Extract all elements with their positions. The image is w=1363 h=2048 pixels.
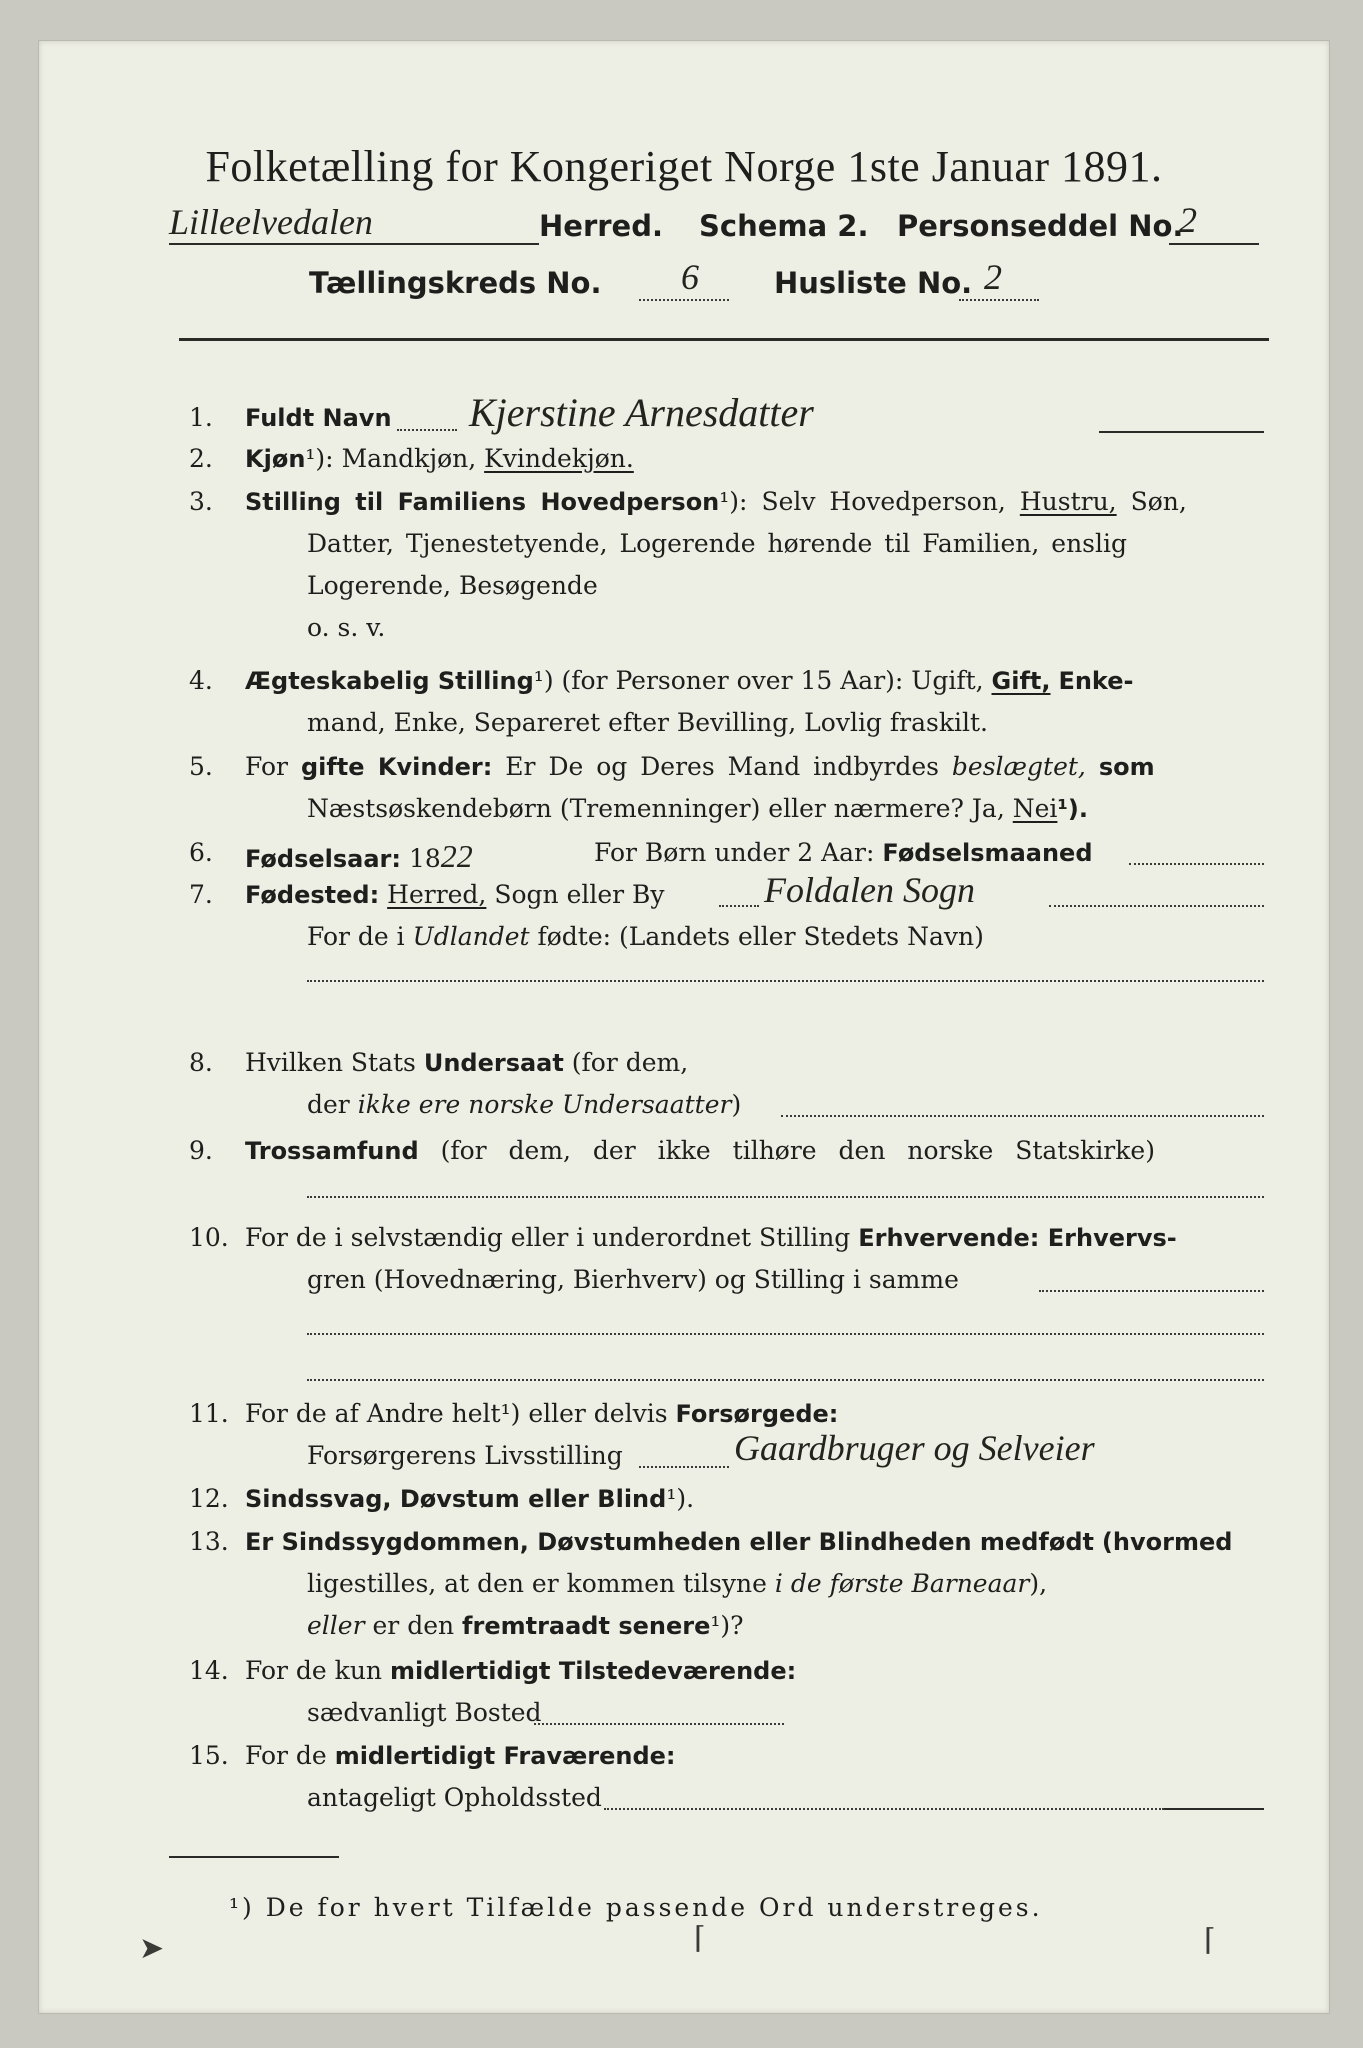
q3-label: Stilling til Familiens Hovedperson — [245, 488, 720, 516]
q7-text: Sogn eller By — [494, 880, 665, 909]
q7-dots-b — [1049, 905, 1264, 907]
q12-number: 12. — [189, 1484, 229, 1513]
q1-number: 1. — [189, 403, 213, 432]
q2-option-kvindekjon-underlined: Kvindekjøn. — [484, 444, 634, 473]
q6-prefix: 18 — [408, 844, 441, 873]
q3-option-son: Søn, — [1130, 487, 1187, 516]
q10-label: Erhvervende: Erhvervs- — [858, 1224, 1177, 1252]
q8-text-a: Hvilken Stats — [245, 1048, 416, 1077]
q11-provider-handwritten: Gaardbruger og Selveier — [734, 1428, 1095, 1468]
q8-number: 8. — [189, 1048, 213, 1077]
q4-option-gift-underlined: Gift, — [991, 667, 1051, 695]
q2-label: Kjøn — [245, 445, 306, 473]
q3-sup: ¹): — [719, 487, 748, 516]
herred-underline — [169, 243, 539, 245]
q10-blank-line-2 — [307, 1379, 1264, 1381]
registration-mark-center: ⌈ — [694, 1921, 706, 1956]
schema-label: Schema 2. — [699, 209, 869, 243]
q14-line2: sædvanligt Bosted — [307, 1698, 542, 1727]
q3-line3: Logerende, Besøgende — [307, 571, 598, 600]
q10-number: 10. — [189, 1223, 229, 1252]
q4-text: (for Personer over 15 Aar): Ugift, — [561, 666, 984, 695]
q1-label: Fuldt Navn — [245, 404, 392, 432]
q6-label: Fødselsaar: — [245, 845, 401, 873]
q5-text: Er De og Deres Mand indbyrdes — [505, 752, 939, 781]
q15-line2: antageligt Opholdssted — [307, 1783, 602, 1812]
q5-line2-end: ¹). — [1057, 795, 1089, 823]
kreds-dots — [639, 299, 729, 301]
q7-label: Fødested: — [245, 881, 380, 909]
q3-option-selv: Selv Hovedperson, — [761, 487, 1006, 516]
q4-sup: ¹) — [533, 666, 554, 695]
q4-number: 4. — [189, 666, 213, 695]
footnote-rule — [169, 1856, 339, 1858]
q10-text: For de i selvstændig eller i underordnet Stilling — [245, 1223, 851, 1252]
q7-line2-b: fødte: (Landets eller Stedets Navn) — [537, 922, 984, 951]
husliste-number: 2 — [984, 257, 1002, 297]
personseddel-label: Personseddel No. — [897, 209, 1184, 243]
q4-label: Ægteskabelig Stilling — [245, 667, 534, 695]
header-rule — [179, 338, 1269, 341]
q8-label: Undersaat — [423, 1049, 564, 1077]
q14-text: For de kun — [245, 1656, 383, 1685]
q5-option-nei-underlined: Nei — [1012, 794, 1058, 823]
q6-number: 6. — [189, 838, 213, 867]
q2-number: 2. — [189, 444, 213, 473]
husliste-label: Husliste No. — [774, 266, 973, 300]
q7-line2-italic: Udlandet — [412, 922, 530, 951]
q12-label: Sindssvag, Døvstum eller Blind — [245, 1485, 667, 1513]
q14-number: 14. — [189, 1656, 229, 1685]
personseddel-underline — [1169, 243, 1259, 245]
q5-number: 5. — [189, 752, 213, 781]
q11-text-a: For de af Andre helt — [245, 1399, 501, 1428]
q9-number: 9. — [189, 1136, 213, 1165]
q7-line2-a: For de i — [307, 922, 405, 951]
q5-end: som — [1098, 753, 1155, 781]
q6-label2: Fødselsmaaned — [882, 839, 1093, 867]
q15-text: For de — [245, 1741, 327, 1770]
q1-name-handwritten: Kjerstine Arnesdatter — [469, 390, 814, 435]
herred-label: Herred. — [539, 209, 663, 243]
q3-line4: o. s. v. — [307, 613, 386, 642]
q13-line3-a: er den — [372, 1611, 455, 1640]
q1-line — [1099, 431, 1264, 433]
q15-number: 15. — [189, 1741, 229, 1770]
husliste-dots — [959, 299, 1039, 301]
q8-dots — [781, 1115, 1264, 1117]
q8-line2-b: ) — [731, 1090, 742, 1119]
q3-number: 3. — [189, 487, 213, 516]
q13-end: (hvormed — [1101, 1528, 1233, 1556]
q12-end: ¹). — [666, 1484, 695, 1513]
census-form-page — [38, 40, 1330, 2014]
q4-line2: mand, Enke, Separeret efter Bevilling, Lovlig fraskilt. — [307, 708, 988, 737]
q7-dots-a — [719, 905, 759, 907]
personseddel-number: 2 — [1179, 200, 1197, 240]
q7-number: 7. — [189, 880, 213, 909]
q10-dots — [1039, 1290, 1264, 1292]
registration-mark-left: ➤ — [139, 1931, 165, 1966]
q13-number: 13. — [189, 1527, 229, 1556]
q13-line3-b: fremtraadt senere — [462, 1612, 711, 1640]
q15-label: midlertidigt Fraværende: — [334, 1742, 676, 1770]
taellingskreds-number: 6 — [681, 257, 699, 297]
q13-line2-a: ligestilles, at den er kommen tilsyne — [307, 1569, 767, 1598]
q11-label: Forsørgede: — [675, 1400, 839, 1428]
q11-sup-a: ¹) — [500, 1399, 521, 1428]
q11-number: 11. — [189, 1399, 229, 1428]
q2-option-mandkjon: Mandkjøn, — [341, 444, 477, 473]
q13-line3-end: ¹)? — [710, 1611, 744, 1640]
q5-line2: Næstsøskendebørn (Tremenninger) eller nærmere? Ja, — [307, 794, 1005, 823]
q1-dots — [397, 429, 457, 431]
q7-blank-line — [307, 980, 1264, 982]
q8-line2-a: der — [307, 1090, 350, 1119]
q8-line2-italic: ikke ere norske Undersaatter — [357, 1090, 732, 1119]
q6-year-handwritten: 22 — [440, 838, 473, 874]
q13-label: Er Sindssygdommen, Døvstumheden eller Blindheden medfødt — [245, 1528, 1094, 1556]
q6-text: For Børn under 2 Aar: — [594, 838, 875, 867]
q9-blank-line — [307, 1196, 1264, 1198]
q7-birthplace-handwritten: Foldalen Sogn — [764, 870, 975, 910]
q9-text: (for dem, der ikke tilhøre den norske Statskirke) — [440, 1136, 1155, 1165]
q13-line3-italic: eller — [307, 1611, 365, 1640]
q7-option-herred-underlined: Herred, — [387, 880, 487, 909]
q9-label: Trossamfund — [245, 1137, 419, 1165]
q10-blank-line-1 — [307, 1333, 1264, 1335]
q4-option-enke: Enke- — [1058, 667, 1134, 695]
q10-line2: gren (Hovednæring, Bierhverv) og Stilling i samme — [307, 1265, 959, 1294]
herred-name-handwritten: Lilleelvedalen — [169, 202, 373, 242]
q15-line — [1164, 1808, 1264, 1810]
q14-label: midlertidigt Tilstedeværende: — [389, 1657, 797, 1685]
q2-sup: ¹): — [305, 444, 334, 473]
q11-text-b: eller delvis — [528, 1399, 668, 1428]
taellingskreds-label: Tællingskreds No. — [309, 266, 602, 300]
registration-mark-right: ⌈ — [1204, 1923, 1216, 1958]
q5-label: gifte Kvinder: — [300, 753, 493, 781]
q11-dots — [639, 1466, 729, 1468]
q5-lead: For — [245, 752, 288, 781]
q15-dots — [604, 1808, 1164, 1810]
q6-dots — [1129, 863, 1264, 865]
footnote: ¹) De for hvert Tilfælde passende Ord understreges. — [229, 1893, 1043, 1922]
q3-option-hustru-underlined: Hustru, — [1019, 487, 1117, 516]
form-title: Folketælling for Kongeriget Norge 1ste Januar 1891. — [205, 142, 1163, 191]
q3-line2: Datter, Tjenestetyende, Logerende hørende til Familien, enslig — [307, 529, 1128, 558]
q11-line2: Forsørgerens Livsstilling — [307, 1441, 623, 1470]
q5-italic: beslægtet, — [951, 752, 1086, 781]
q14-dots — [534, 1723, 784, 1725]
q8-text-b: (for dem, — [571, 1048, 689, 1077]
q13-line2-b: ), — [1029, 1569, 1048, 1598]
q13-line2-italic: i de første Barneaar — [774, 1569, 1030, 1598]
